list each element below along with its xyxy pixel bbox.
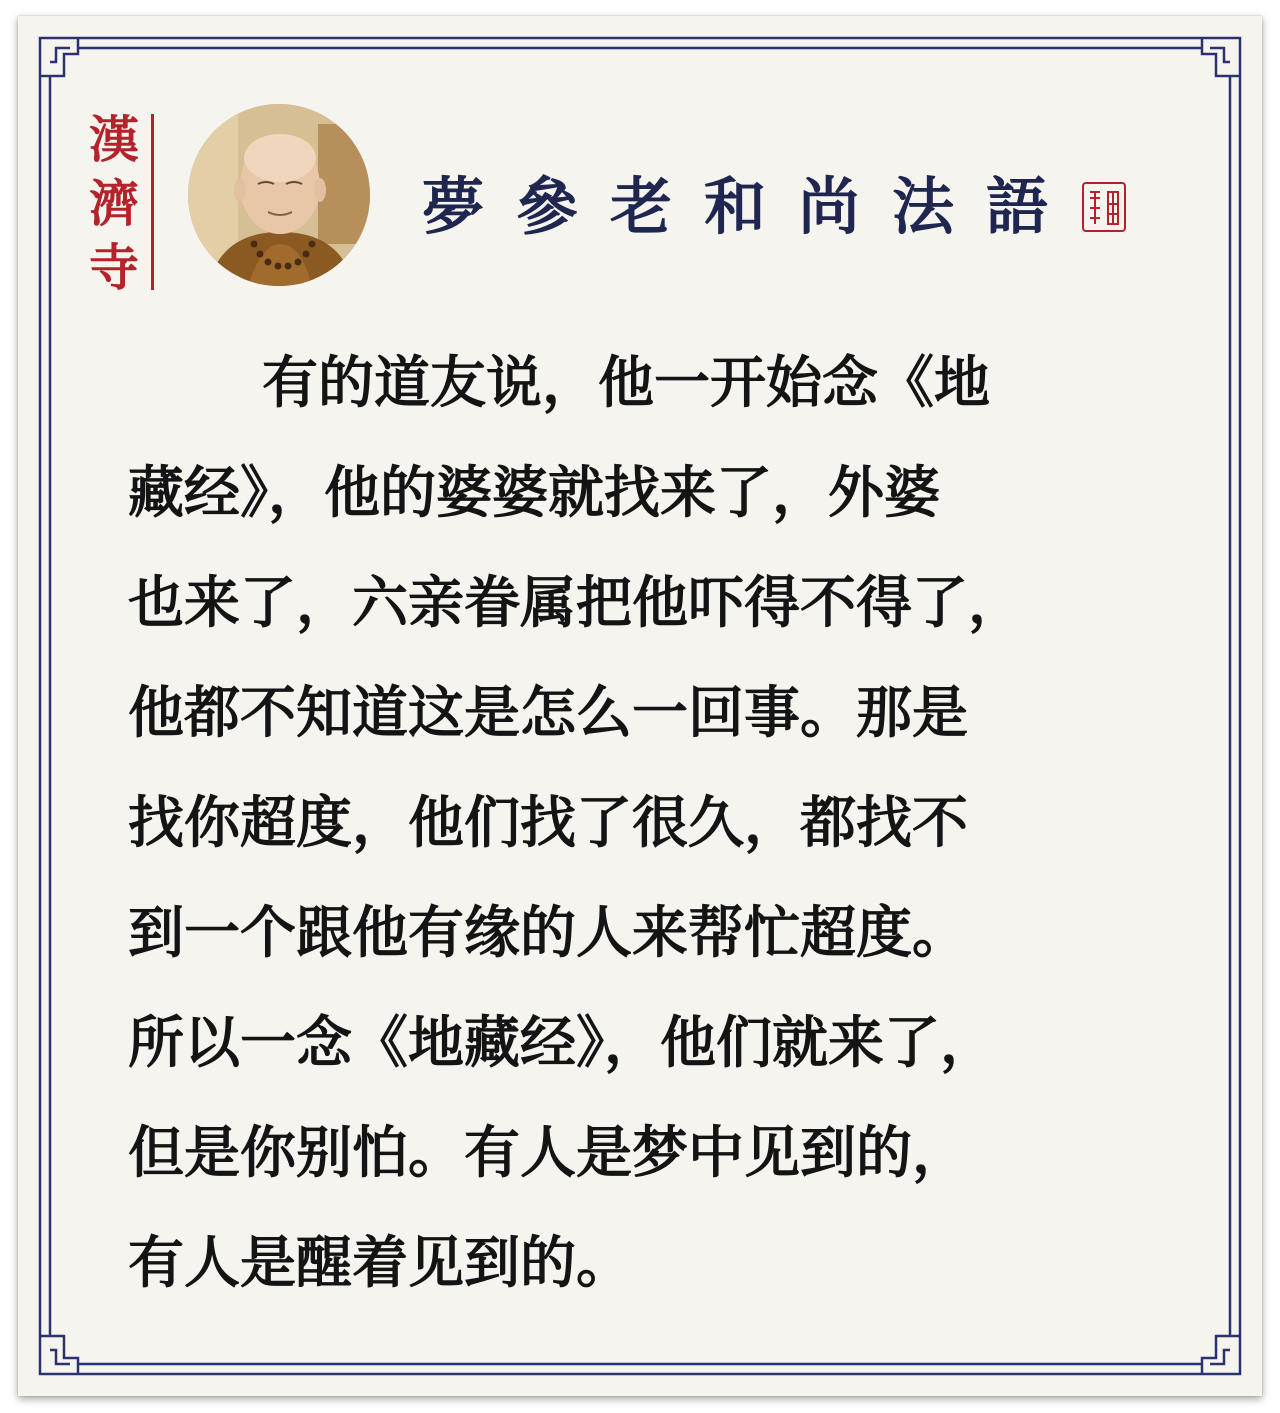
temple-divider	[151, 114, 154, 290]
text-line: 有人是醒着见到的。	[128, 1230, 632, 1296]
text-line: 也来了，六亲眷属把他吓得不得了，	[128, 570, 1024, 636]
temple-char: 漢	[89, 110, 139, 169]
monk-portrait-icon	[188, 104, 370, 286]
paper-card	[18, 16, 1262, 1396]
temple-name	[84, 108, 144, 300]
text-line: 有的道友说，他一开始念《地	[262, 350, 990, 416]
seal-glyphs	[1084, 184, 1124, 230]
text-line: 所以一念《地藏经》，他们就来了，	[128, 1010, 996, 1076]
text-line: 找你超度，他们找了很久，都找不	[128, 790, 968, 856]
portrait-drawing	[188, 104, 370, 286]
text-line: 到一个跟他有缘的人来帮忙超度。	[128, 900, 968, 966]
dharma-text	[128, 328, 1194, 1318]
page-title: 夢參老和尚法語	[422, 169, 1081, 243]
temple-char: 濟	[89, 174, 139, 233]
text-line: 但是你别怕。有人是梦中见到的，	[128, 1120, 968, 1186]
text-line: 他都不知道这是怎么一回事。那是	[128, 680, 968, 746]
temple-char: 寺	[89, 238, 139, 297]
text-line: 藏经》，他的婆婆就找来了，外婆	[128, 460, 940, 526]
red-seal-stamp-icon	[1082, 182, 1126, 232]
